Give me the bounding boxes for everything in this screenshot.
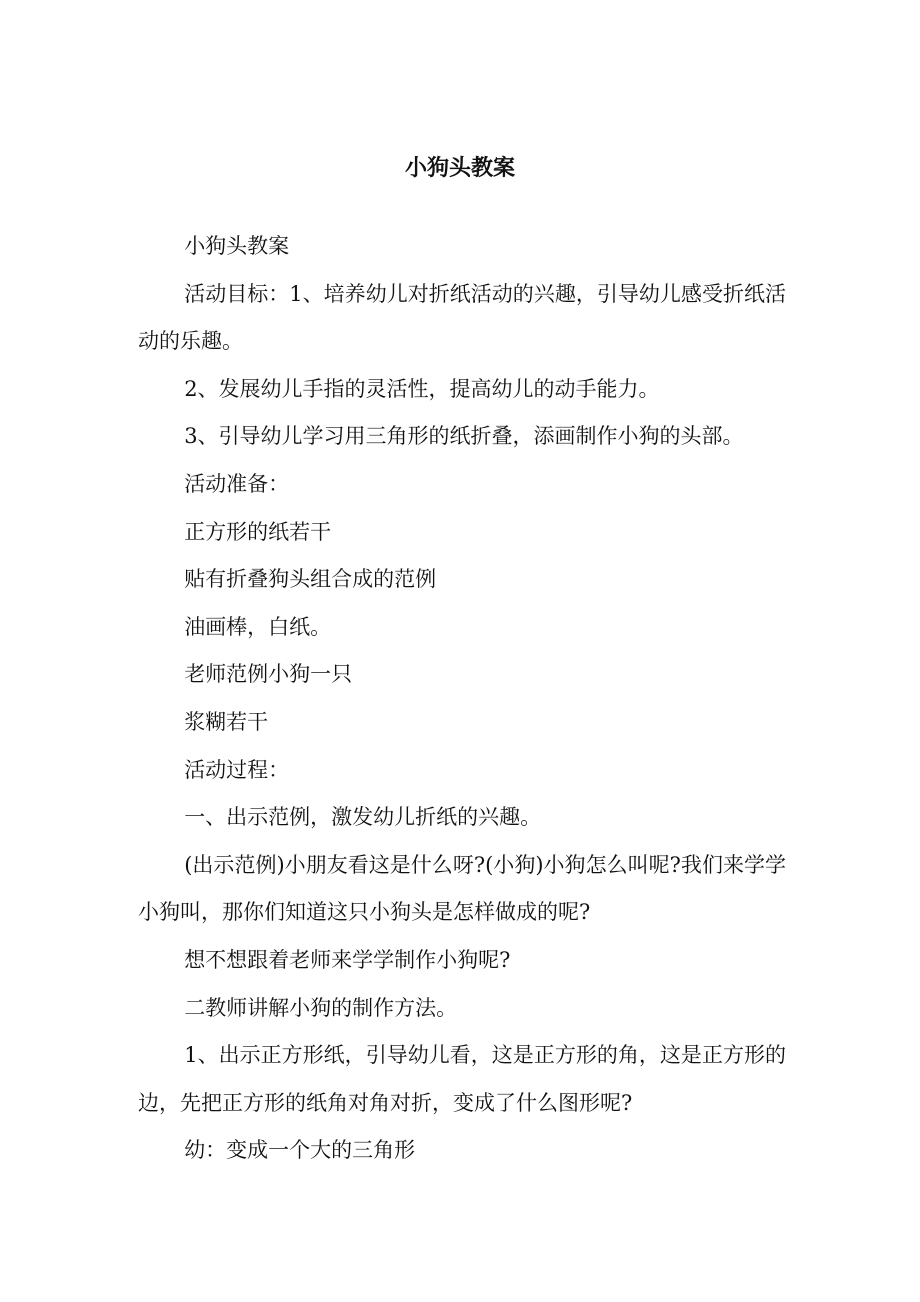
paragraph: 浆糊若干 [184,709,269,734]
paragraph: 活动目标：1、培养幼儿对折纸活动的兴趣，引导幼儿感受折纸活动的乐趣。 [138,281,786,354]
paragraph: 3、引导幼儿学习用三角形的纸折叠，添画制作小狗的头部。 [184,424,744,449]
paragraph: 1、出示正方形纸，引导幼儿看，这是正方形的角，这是正方形的边，先把正方形的纸角对角对折，变成了什么图形呢? [138,1043,786,1115]
paragraph: 活动过程： [184,757,290,782]
paragraph: 2、发展幼儿手指的灵活性，提高幼儿的动手能力。 [184,376,660,401]
paragraph: 小狗头教案 [184,234,290,258]
paragraph: 想不想跟着老师来学学制作小狗呢? [184,947,511,972]
paragraph: 老师范例小狗一只 [184,662,353,687]
paragraph: 油画棒，白纸。 [184,614,332,639]
paragraph: 二教师讲解小狗的制作方法。 [184,995,458,1020]
paragraph: 正方形的纸若干 [184,519,332,544]
paragraph: (出示范例)小朋友看这是什么呀?(小狗)小狗怎么叫呢?我们来学学小狗叫，那你们知道这只小狗头是怎样做成的呢? [138,852,786,925]
document-body [138,223,786,1175]
paragraph: 贴有折叠狗头组合成的范例 [184,567,437,592]
paragraph: 活动准备： [184,471,290,496]
document-title: 小狗头教案 [404,155,515,181]
paragraph: 幼：变成一个大的三角形 [184,1138,416,1163]
paragraph: 一、出示范例，激发幼儿折纸的兴趣。 [184,805,542,830]
